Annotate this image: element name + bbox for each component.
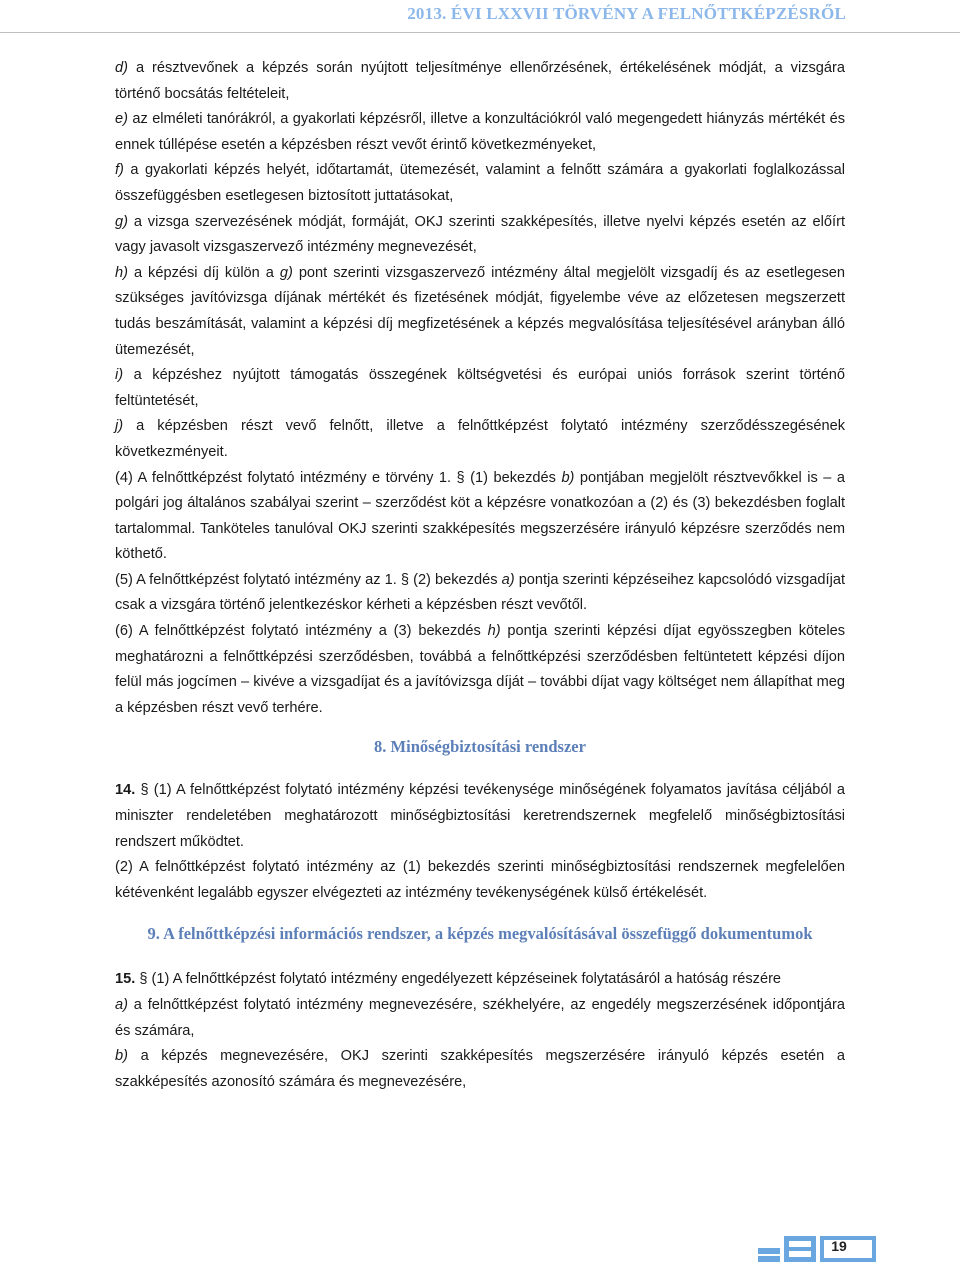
paragraph-d: [115, 56, 845, 107]
paragraph-h: [115, 261, 845, 363]
paragraph-text: § (1) A felnőttképzést folytató intézmény engedélyezett képzéseinek folytatásáról a hatóság részére: [135, 971, 782, 988]
item-mark: e): [115, 111, 128, 128]
item-text: a képzéshez nyújtott támogatás összegének költségvetési és európai uniós források szerint történő feltüntetését,: [115, 367, 845, 409]
item-mark: j): [115, 418, 124, 435]
section-15-item-a: [115, 993, 845, 1044]
item-text: az elméleti tanórákról, a gyakorlati képzésről, illetve a konzultációkról való megengedett hiányzás mértékét és ennek túllépése esetén a képzésben részt vevőt érintő következményeket,: [115, 111, 845, 153]
section-heading-9: 9. A felnőttképzési információs rendszer, a képzés megvalósításával összefüggő dokumentumok: [147, 924, 813, 944]
item-mark: g): [115, 213, 128, 230]
paragraph-text: § (1) A felnőttképzést folytató intézmény képzési tevékenysége minőségének folyamatos javítása céljából a miniszter rendeletében meghatározott minőségbiztosítási keretrendszernek megfelelő minőségbiztosítási rendszert működtet.: [115, 782, 845, 850]
item-mark: i): [115, 367, 124, 384]
item-mark: b): [115, 1048, 128, 1065]
item-text: a vizsga szervezésének módját, formáját, OKJ szerinti szakképesítés, illetve nyelvi képzés esetén az előírt vagy javasolt vizsgaszervező intézmény megnevezését,: [115, 213, 845, 256]
section-heading-8: 8. Minőségbiztosítási rendszer: [374, 737, 586, 757]
section-14-paragraph-1: [115, 778, 845, 855]
section-number: 14.: [115, 782, 136, 799]
paragraph-5: [115, 568, 845, 619]
paragraph-text: pontja szerinti képzési díjat egyösszegben köteles meghatározni a felnőttképzési szerződésben, továbbá a felnőttképzési szerződésben feltüntetett képzési díjon felül más jogcímen – kivéve a vizsgadíjat és a javítóvizsga díját – további díjat vagy költséget nem állapíthat meg a képzésben részt vevő terhére.: [115, 623, 845, 716]
item-reference: h): [487, 623, 501, 640]
item-text: a képzés megnevezésére, OKJ szerinti szakképesítés megszerzésére irányuló képzés esetén a szakképesítés azonosító számára és megnevezésére,: [115, 1048, 845, 1090]
paragraph-text: (5) A felnőttképzést folytató intézmény az 1. § (2) bekezdés: [115, 571, 502, 588]
paragraph-j: [115, 414, 845, 465]
paragraph-f: [115, 158, 845, 209]
section-15-item-b: [115, 1044, 845, 1095]
item-mark: f): [115, 162, 124, 179]
section-15-paragraph-1: [115, 967, 845, 993]
item-mark: h): [115, 264, 128, 281]
paragraph-4: [115, 466, 845, 568]
paragraph-text: pontjában megjelölt résztvevőkkel is – a polgári jog általános szabályai szerint – szerződést köt a képzésre vonatkozóan a (2) és (3) bekezdésben foglalt tartalommal. Tanköteles tanulóval OKJ szerinti szakképesítés megszerzésére irányuló képzésre szerződés nem köthető.: [115, 469, 845, 563]
document-body: [115, 56, 845, 1095]
item-text: a képzési díj külön a: [127, 264, 280, 281]
paragraph-text: (4) A felnőttképzést folytató intézmény e törvény 1. § (1) bekezdés: [115, 469, 562, 486]
section-14-paragraph-2: (2) A felnőttképzést folytató intézmény az (1) bekezdés szerinti minőségbiztosítási rendszernek megfelelően kétévenként legalább egyszer elvégezteti az intézmény tevékenységének külső értékelését.: [115, 859, 845, 901]
item-text: a felnőttképzést folytató intézmény megnevezésére, székhelyére, az engedély megszerzésének időpontjára és számára,: [115, 997, 845, 1039]
running-header-title: 2013. ÉVI LXXVII TÖRVÉNY A FELNŐTTKÉPZÉSRŐL: [407, 4, 846, 23]
item-mark: a): [115, 997, 128, 1013]
paragraph-text: (6) A felnőttképzést folytató intézmény a (3) bekezdés: [115, 623, 488, 640]
item-reference: g): [279, 264, 293, 281]
item-reference: b): [561, 469, 575, 486]
item-text: pont szerinti vizsgaszervező intézmény által megjelölt vizsgadíj és az esetlegesen szükséges javítóvizsga díjának mértékét és fizetésének módját, figyelembe véve az előzetesen megszerzett tudás beszámítását, valamint a képzési díj megfizetésének a képzés megvalósítása teljesítésével arányban álló ütemezését,: [115, 264, 845, 358]
item-text: a képzésben részt vevő felnőtt, illetve a felnőttképzést folytató intézmény szerződésszegésének következményeit.: [115, 418, 845, 460]
paragraph-text: pontja szerinti képzéseihez kapcsolódó vizsgadíjat csak a vizsgára történő jelentkezéskor kérheti a képzésben részt vevőtől.: [115, 571, 845, 614]
paragraph-g: [115, 210, 845, 261]
publisher-logo-icon: [758, 1228, 876, 1264]
item-text: a gyakorlati képzés helyét, időtartamát, ütemezését, valamint a felnőtt számára a gyakorlati foglalkozással összefüggésben esetlegesen biztosított juttatásokat,: [115, 162, 845, 204]
item-text: a résztvevőnek a képzés során nyújtott teljesítménye ellenőrzésének, értékelésének módját, a vizsgára történő bocsátás feltételeit,: [115, 60, 845, 102]
header-divider: [0, 32, 960, 33]
paragraph-e: [115, 107, 845, 158]
page-number: 19: [831, 1238, 847, 1254]
paragraph-6: [115, 619, 845, 721]
item-reference: a): [501, 571, 515, 588]
item-mark: d): [115, 60, 128, 76]
section-number: 15.: [115, 971, 136, 988]
paragraph-i: [115, 363, 845, 414]
